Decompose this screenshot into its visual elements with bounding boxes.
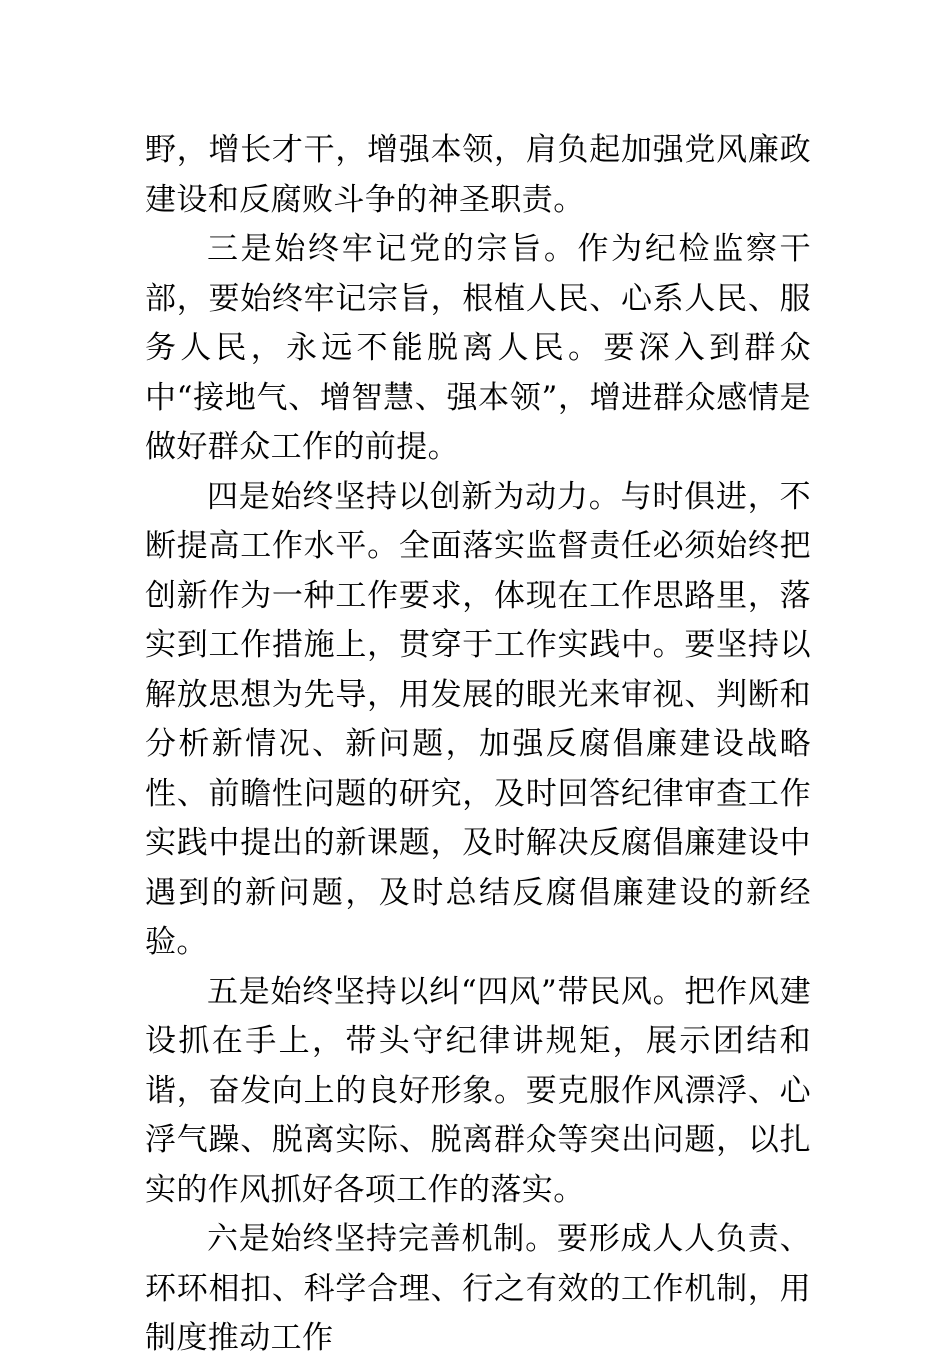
paragraph-party-purpose: 三是始终牢记党的宗旨。作为纪检监察干部，要始终牢记宗旨，根植人民、心系人民、服务人民，永远不能脱离人民。要深入到群众中“接地气、增智慧、强本领”，增进群众感情是做好群众工作的前提。 (145, 231, 811, 465)
document-body (145, 126, 811, 1364)
paragraph-continuation: 野，增长才干，增强本领，肩负起加强党风廉政建设和反腐败斗争的神圣职责。 (145, 132, 811, 218)
paragraph-four-winds: 五是始终坚持以纠“四风”带民风。把作风建设抓在手上，带头守纪律讲规矩，展示团结和谐，奋发向上的良好形象。要克服作风漂浮、心浮气躁、脱离实际、脱离群众等突出问题，以扎实的作风抓好各项工作的落实。 (145, 973, 811, 1208)
paragraph-innovation: 四是始终坚持以创新为动力。与时俱进，不断提高工作水平。全面落实监督责任必须始终把创新作为一种工作要求，体现在工作思路里，落实到工作措施上，贯穿于工作实践中。要坚持以解放思想为先导，用发展的眼光来审视、判断和分析新情况、新问题，加强反腐倡廉建设战略性、前瞻性问题的研究，及时回答纪律审查工作实践中提出的新课题，及时解决反腐倡廉建设中遇到的新问题，及时总结反腐倡廉建设的新经验。 (145, 478, 811, 960)
paragraph-mechanism: 六是始终坚持完善机制。要形成人人负责、环环相扣、科学合理、行之有效的工作机制，用制度推动工作 (145, 1221, 811, 1356)
